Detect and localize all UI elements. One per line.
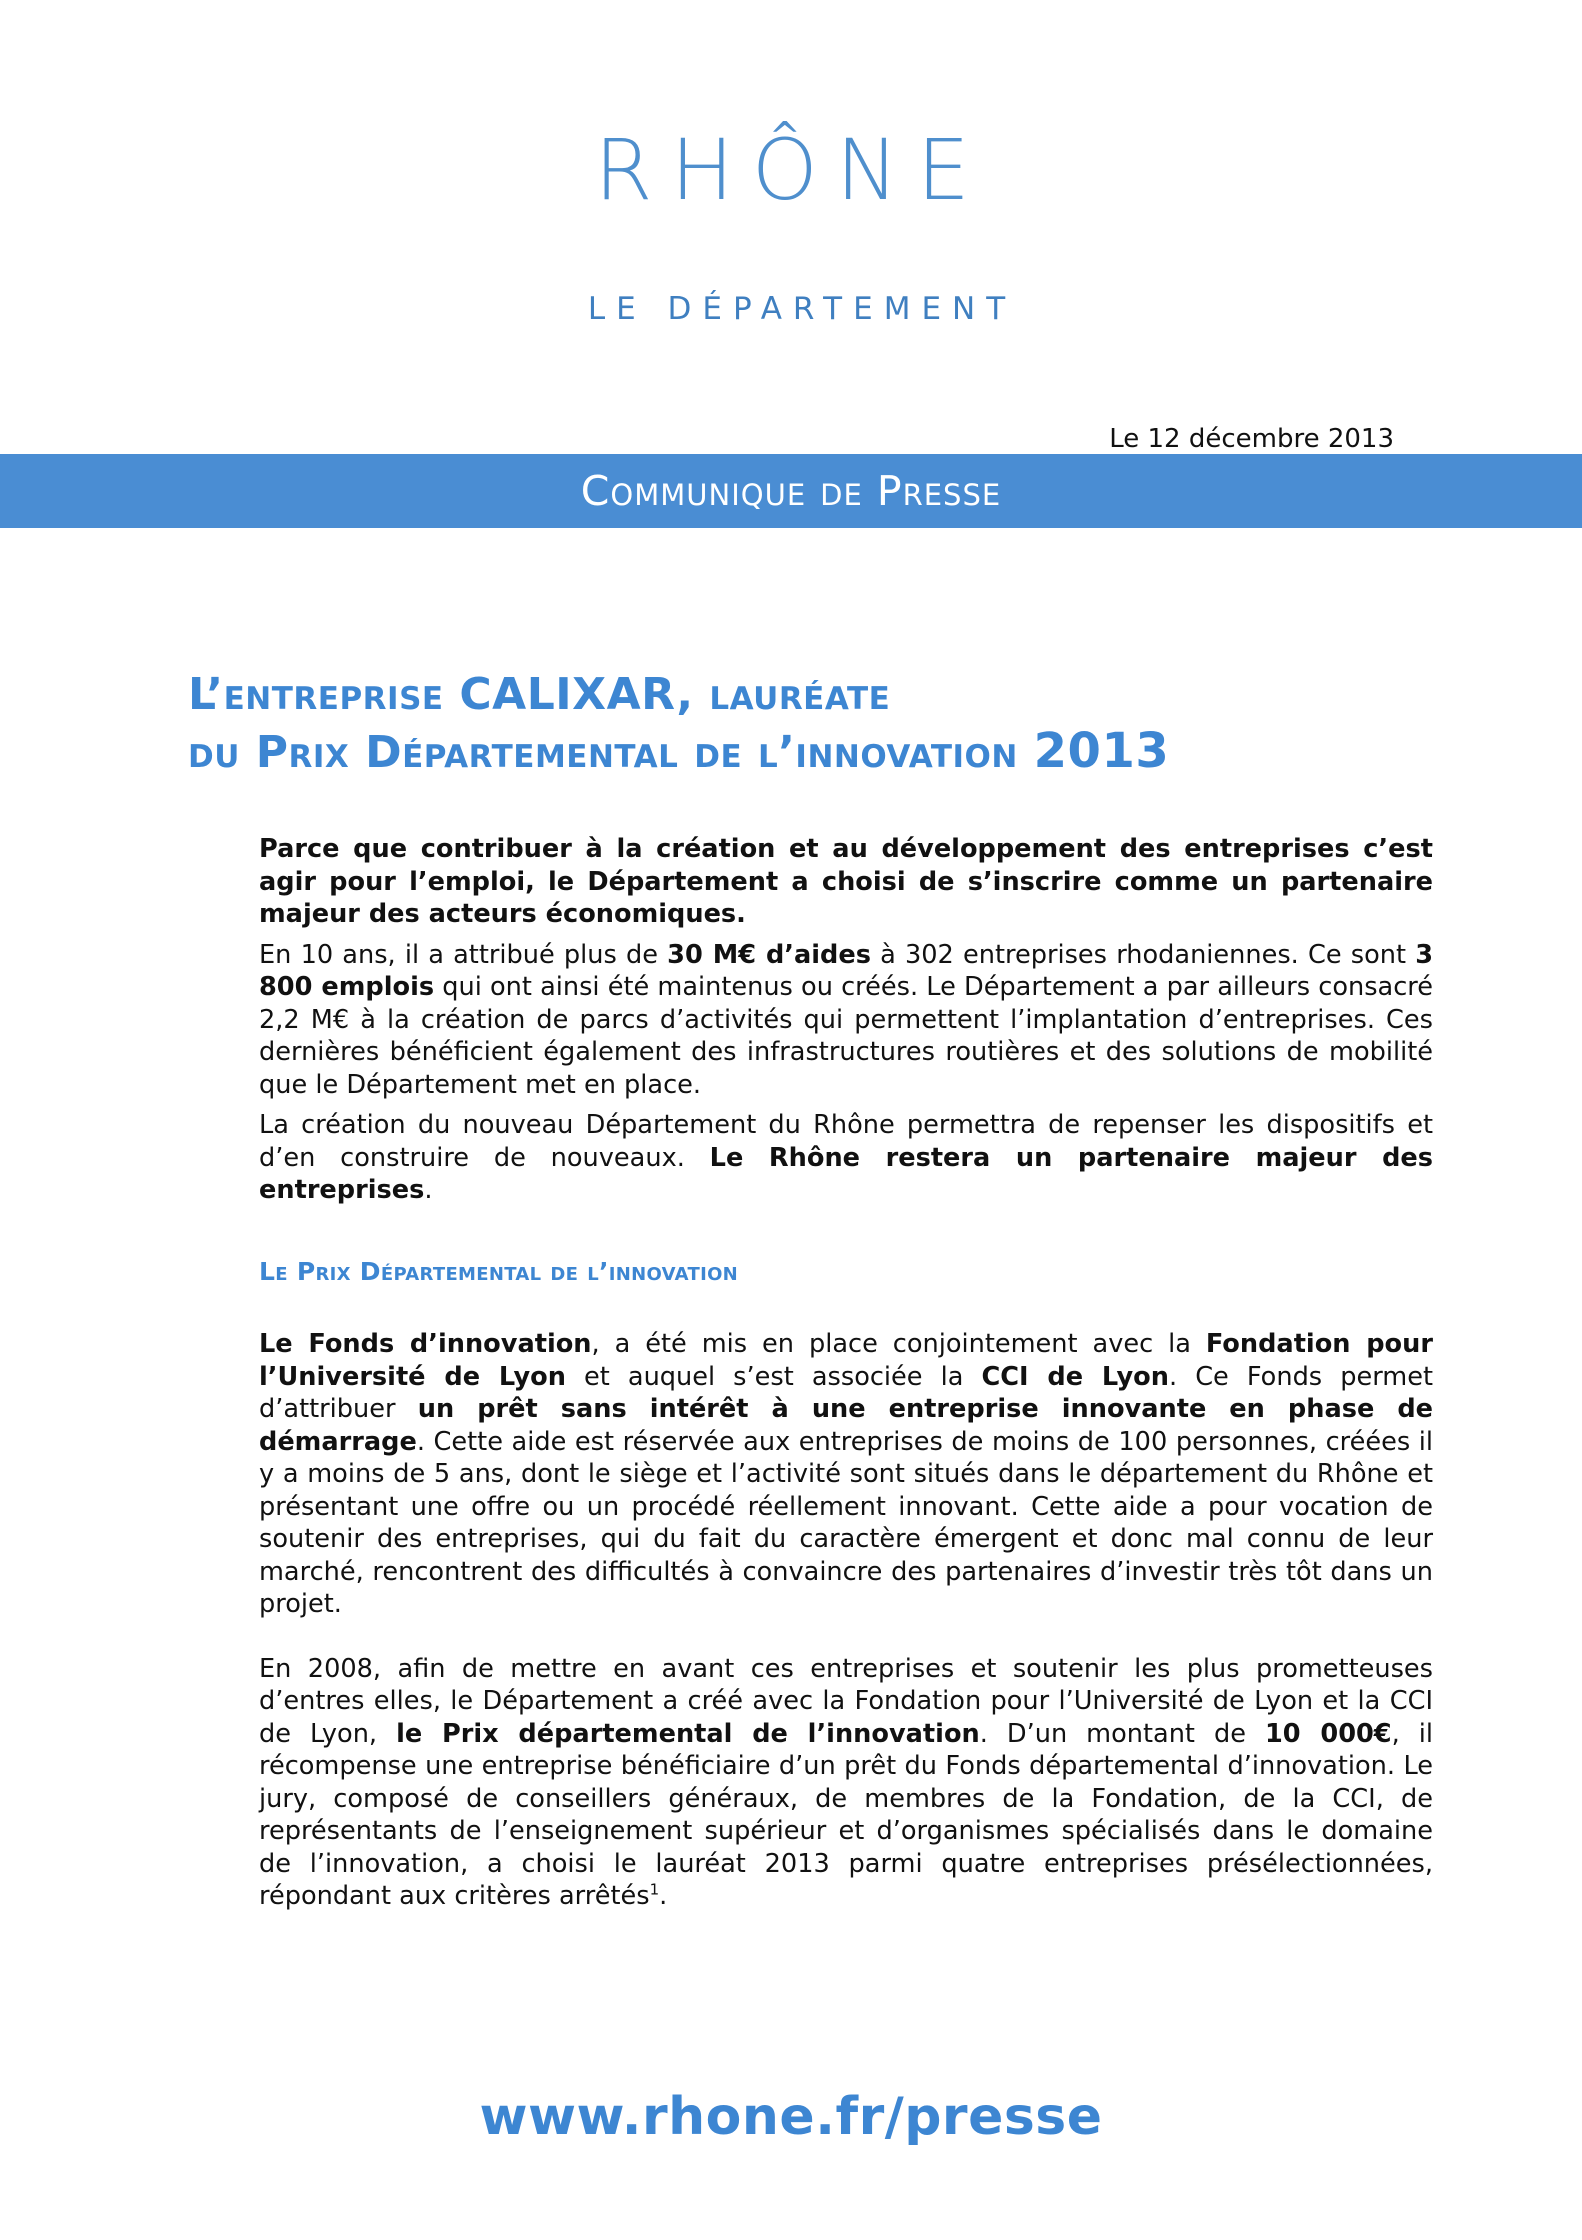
fund-text: , il récompense une entreprise bénéficiaire d’un prêt du Fonds départemental d’innovation. Le jury, composé de conseillers généraux, de membres de la Fondation, de la CCI, de représentants de l’enseignement supérieur et d’organismes spécialisés dans le domaine de l’innovation, a choisi le lauréat 2013 parmi quatre entreprises présélectionnées, répondant aux critères arrêtés: [259, 1718, 1433, 1911]
title-line-1: L’entreprise CALIXAR, lauréate: [188, 669, 891, 720]
section-heading: Le Prix Départemental de l’innovation: [259, 1257, 739, 1286]
intro-bold-aids: 30 M€ d’aides: [667, 939, 871, 970]
fund-bold-fonds: Le Fonds d’innovation: [259, 1329, 592, 1359]
intro-bold-partner: Le Rhône restera un partenaire majeur des entreprises: [259, 1142, 1433, 1205]
logo-letter-o-circle: Ô: [751, 121, 836, 219]
intro-text: En 10 ans, il a attribué plus de: [259, 939, 668, 970]
fund-section: [259, 1328, 1433, 1945]
fund-text: .: [659, 1881, 668, 1911]
page-title: [188, 667, 1448, 781]
logo-letters-ne: NE: [835, 121, 988, 219]
intro-text: .: [424, 1175, 433, 1205]
intro-lead-paragraph: [259, 833, 1433, 931]
title-line-2-text: du Prix Départemental de l’innovation: [188, 727, 1034, 778]
fund-bold-fondation: Fondation pour l’Université de Lyon: [259, 1329, 1433, 1392]
fund-text: . Cette aide est réservée aux entreprises de moins de 100 personnes, créées il y a moins de 5 ans, dont le siège et l’activité sont situés dans le département du Rhône et présentant une offre ou un procédé réellement innovant. Cette aide a pour vocation de soutenir des entreprises, qui du fait du caractère émergent et donc mal connu de leur marché, rencontrent des difficultés à convaincre des partenaires d’investir très tôt dans un projet.: [259, 1426, 1433, 1619]
intro-paragraph-figures: [259, 939, 1433, 1102]
fund-text: et auquel s’est associée la: [565, 1361, 982, 1392]
fund-paragraph-2: [259, 1653, 1433, 1913]
fund-text: . D’un montant de: [979, 1718, 1265, 1749]
fund-text: En 2008, afin de mettre en avant ces entreprises et soutenir les plus prometteuses d’entres elles, le Département a créé avec la Fondation pour l’Université de Lyon et la CCI de Lyon,: [259, 1653, 1433, 1749]
logo-letters-rh: RH: [594, 121, 752, 219]
press-banner: [0, 454, 1582, 528]
fund-bold-cci: CCI de Lyon: [981, 1361, 1169, 1392]
intro-text: qui ont ainsi été maintenus ou créés. Le Département a par ailleurs consacré 2,2 M€ à la création de parcs d’activités qui permettent l’implantation d’entreprises. Ces dernières bénéficient également des infrastructures routières et des solutions de mobilité que le Département met en place.: [259, 972, 1433, 1100]
fund-bold-prix: le Prix départemental de l’innovation: [396, 1718, 980, 1749]
footer-url-link[interactable]: www.rhone.fr/presse: [479, 2087, 1103, 2147]
intro-bold-jobs: 3 800 emplois: [259, 939, 1434, 1002]
footnote-marker: 1: [649, 1880, 660, 1899]
title-line-2: [188, 723, 1448, 781]
intro-lead-text: Parce que contribuer à la création et au développement des entreprises c’est agir pour l’emploi, le Département a choisi de s’inscrire comme un partenaire majeur des acteurs économiques.: [259, 834, 1433, 929]
intro-paragraph-future: [259, 1109, 1433, 1207]
intro-text: à 302 entreprises rhodaniennes. Ce sont: [870, 939, 1416, 970]
logo-subtitle: LE DÉPARTEMENT: [587, 291, 1017, 327]
fund-bold-pret: un prêt sans intérêt à une entreprise innovante en phase de démarrage: [259, 1394, 1433, 1457]
banner-title: Communique de Presse: [580, 467, 1002, 515]
logo-wordmark: [0, 121, 1582, 219]
fund-text: , a été mis en place conjointement avec la: [591, 1329, 1206, 1359]
rhone-logo: [0, 108, 1582, 333]
fund-bold-amount: 10 000€: [1264, 1718, 1392, 1749]
fund-text: . Ce Fonds permet d’attribuer: [259, 1361, 1433, 1424]
press-date: Le 12 décembre 2013: [1109, 424, 1394, 454]
intro-text: La création du nouveau Département du Rhône permettra de repenser les dispositifs et d’en construire de nouveaux.: [259, 1110, 1433, 1173]
title-year: 2013: [1033, 723, 1170, 779]
fund-paragraph-1: [259, 1328, 1433, 1621]
intro-section: [259, 833, 1433, 1215]
